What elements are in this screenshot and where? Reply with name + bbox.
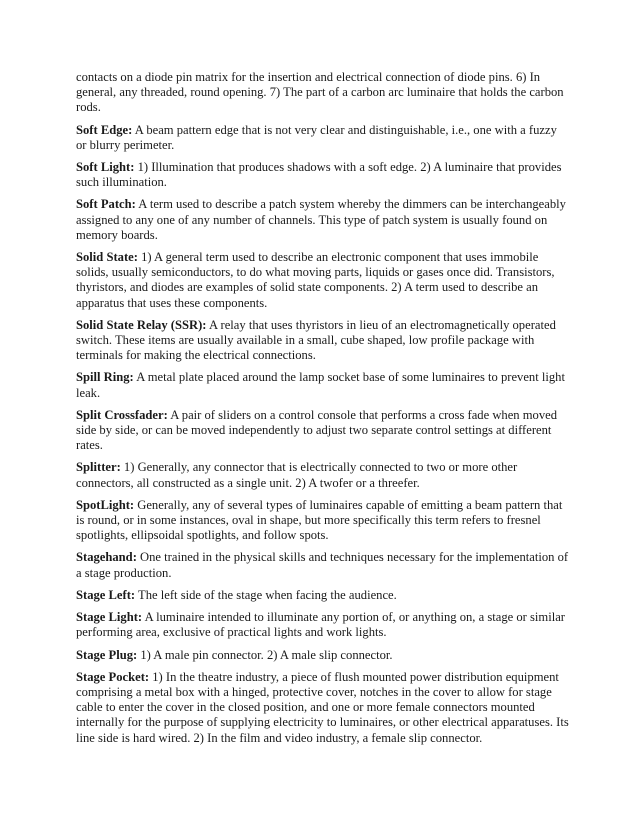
glossary-entry-spotlight [76, 498, 570, 544]
entry-definition: 1) In the theatre industry, a piece of flush mounted power distribution equipment comprising a metal box with a hinged, protective cover, notches in the cover to allow for stage cable to enter the cover in the closed position, and one or more female connectors mounted internally for the purpose of supplying electricity to luminaires, or other electrical apparatuses. Its line side is hard wired. 2) In the film and video industry, a female slip connector. [76, 669, 569, 745]
entry-definition: A term used to describe a patch system whereby the dimmers can be interchangeably assigned to any one of any number of channels. This type of patch system is usually found on memory boards. [76, 197, 566, 242]
entry-definition: A luminaire intended to illuminate any portion of, or anything on, a stage or similar performing area, exclusive of practical lights and work lights. [76, 610, 565, 640]
entry-definition: A pair of sliders on a control console that performs a cross fade when moved side by side, or can be moved independently to adjust two separate control settings at different rates. [76, 407, 558, 453]
entry-term: Soft Light: [76, 160, 135, 175]
glossary-entry-split-crossfader [76, 408, 570, 454]
glossary-entry-soft-edge [76, 123, 570, 153]
glossary-entry-soft-patch [76, 197, 570, 243]
entry-term: Stage Light: [76, 610, 143, 625]
entry-term: Spill Ring: [76, 370, 134, 385]
entry-term: Stagehand: [76, 550, 137, 565]
entry-definition: Generally, any of several types of luminaires capable of emitting a beam pattern that is round, or in some instances, oval in shape, but more specifically this term refers to fresnel spotlights, ellipsoidal spotlights, and follow spots. [76, 497, 563, 543]
entry-term: Stage Plug: [76, 647, 138, 662]
glossary-entry-stagehand [76, 550, 570, 580]
glossary-entry-stage-left [76, 588, 570, 603]
entry-definition: 1) A male pin connector. 2) A male slip connector. [137, 647, 393, 662]
entry-term: Stage Pocket: [76, 669, 150, 684]
continuation-paragraph: contacts on a diode pin matrix for the insertion and electrical connection of diode pins. 6) In general, any threaded, round opening. 7) The part of a carbon arc luminaire that holds the carbon rods. [76, 70, 564, 115]
entry-term: Soft Patch: [76, 197, 136, 212]
entry-term: Soft Edge: [76, 122, 133, 137]
entry-definition: One trained in the physical skills and techniques necessary for the implementation of a stage production. [76, 550, 569, 580]
glossary-entry-soft-light [76, 160, 570, 190]
entry-definition: 1) Generally, any connector that is electrically connected to two or more other connectors, all constructed as a single unit. 2) A twofer or a threefer. [76, 460, 518, 490]
entry-definition: A metal plate placed around the lamp socket base of some luminaires to prevent light leak. [76, 370, 565, 400]
entry-definition: A beam pattern edge that is not very clear and distinguishable, i.e., one with a fuzzy or blurry perimeter. [76, 122, 557, 152]
glossary-entry-solid-state-relay [76, 318, 570, 364]
entry-definition: 1) Illumination that produces shadows with a soft edge. 2) A luminaire that provides such illumination. [76, 160, 562, 190]
entry-term: Stage Left: [76, 587, 136, 602]
glossary-entry-stage-light [76, 610, 570, 640]
entry-term: Solid State: [76, 250, 138, 265]
entry-term: Solid State Relay (SSR): [76, 317, 207, 332]
glossary-entry-solid-state [76, 250, 570, 311]
glossary-entry-splitter [76, 460, 570, 490]
entry-term: SpotLight: [76, 497, 135, 512]
entry-definition: 1) A general term used to describe an electronic component that uses immobile solids, usually semiconductors, to do what moving parts, liquids or gases once did. Transistors, thyristors, and diodes are examples of solid state components. 2) A term used to describe an apparatus that uses these components. [76, 250, 555, 310]
entry-definition: A relay that uses thyristors in lieu of an electromagnetically operated switch. These items are usually available in a small, cube shaped, low profile package with terminals for making the electrical connections. [76, 317, 556, 363]
glossary-entry-stage-plug [76, 648, 570, 663]
entry-term: Split Crossfader: [76, 407, 168, 422]
entry-definition: The left side of the stage when facing the audience. [135, 587, 397, 602]
glossary-entry-spill-ring [76, 370, 570, 400]
glossary-entry-stage-pocket [76, 670, 570, 746]
entry-term: Splitter: [76, 460, 121, 475]
